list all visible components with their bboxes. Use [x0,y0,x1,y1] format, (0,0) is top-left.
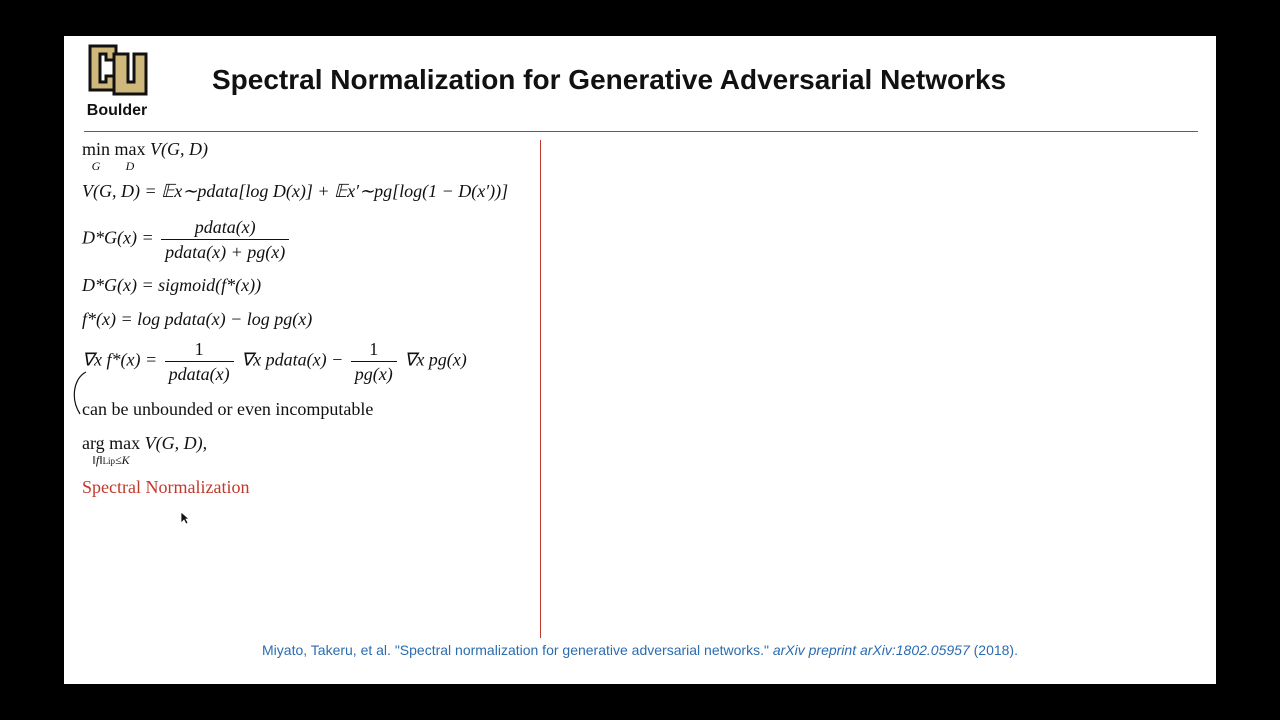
logo-text: Boulder [86,102,148,119]
note-unbounded: can be unbounded or even incomputable [82,399,374,419]
max-limit: D [125,159,135,173]
min-operator [82,140,110,172]
argmax-operator [82,434,140,466]
mouse-cursor-icon [180,511,190,525]
gradient-fraction-2 [351,340,397,383]
max-operator [115,140,146,172]
gradient-tail: ∇x pg(x) [404,349,467,370]
optimal-d-fraction [161,218,289,261]
cu-logo-icon [84,42,148,102]
citation-main: Miyato, Takeru, et al. "Spectral normalization for generative adversarial networks." [262,642,769,658]
equation-value-function: V(G, D) = 𝔼x∼pdata[log D(x)] + 𝔼x′∼pg[log(1 − D(x′))] [82,181,509,201]
min-limit: G [91,159,101,173]
equation-argmax [82,434,207,466]
argmax-text: arg max [82,433,141,453]
argmax-limit-sub: Lip [102,456,116,466]
equation-f-star: f*(x) = log pdata(x) − log pg(x) [82,309,313,329]
gradient-numerator-2: 1 [351,340,397,362]
optimal-d-lhs: D*G(x) = [82,227,154,248]
gradient-numerator-1: 1 [165,340,234,362]
argmax-limit-tail: ≤K [115,453,130,467]
argmax-objective: V(G, D), [144,433,208,453]
citation-year: (2018). [973,642,1018,658]
optimal-d-numerator: pdata(x) [161,218,289,240]
equation-gradient [82,340,467,383]
minmax-objective: V(G, D) [150,139,208,159]
university-logo [82,42,152,124]
slide [64,36,1216,684]
spectral-normalization-label: Spectral Normalization [82,477,250,497]
gradient-denominator-1: pdata(x) [168,364,230,384]
equation-optimal-discriminator [82,218,292,261]
max-text: max [114,139,146,159]
gradient-fraction-1 [165,340,234,383]
citation [64,642,1216,658]
argmax-limit [82,454,140,466]
equation-minmax [82,140,208,172]
gradient-lhs: ∇x f*(x) = [82,349,158,370]
gradient-denominator-2: pg(x) [354,364,393,384]
argmax-limit-norm: ‖f‖ [92,453,103,467]
citation-journal: arXiv preprint arXiv:1802.05957 [772,642,970,658]
equation-sigmoid: D*G(x) = sigmoid(f*(x)) [82,275,262,295]
slide-title: Spectral Normalization for Generative Adversarial Networks [212,64,1007,95]
optimal-d-denominator: pdata(x) + pg(x) [165,242,286,262]
title-rule [84,131,1198,132]
min-text: min [82,139,111,159]
gradient-middle: ∇x pdata(x) − [241,349,344,370]
column-divider [540,140,541,638]
